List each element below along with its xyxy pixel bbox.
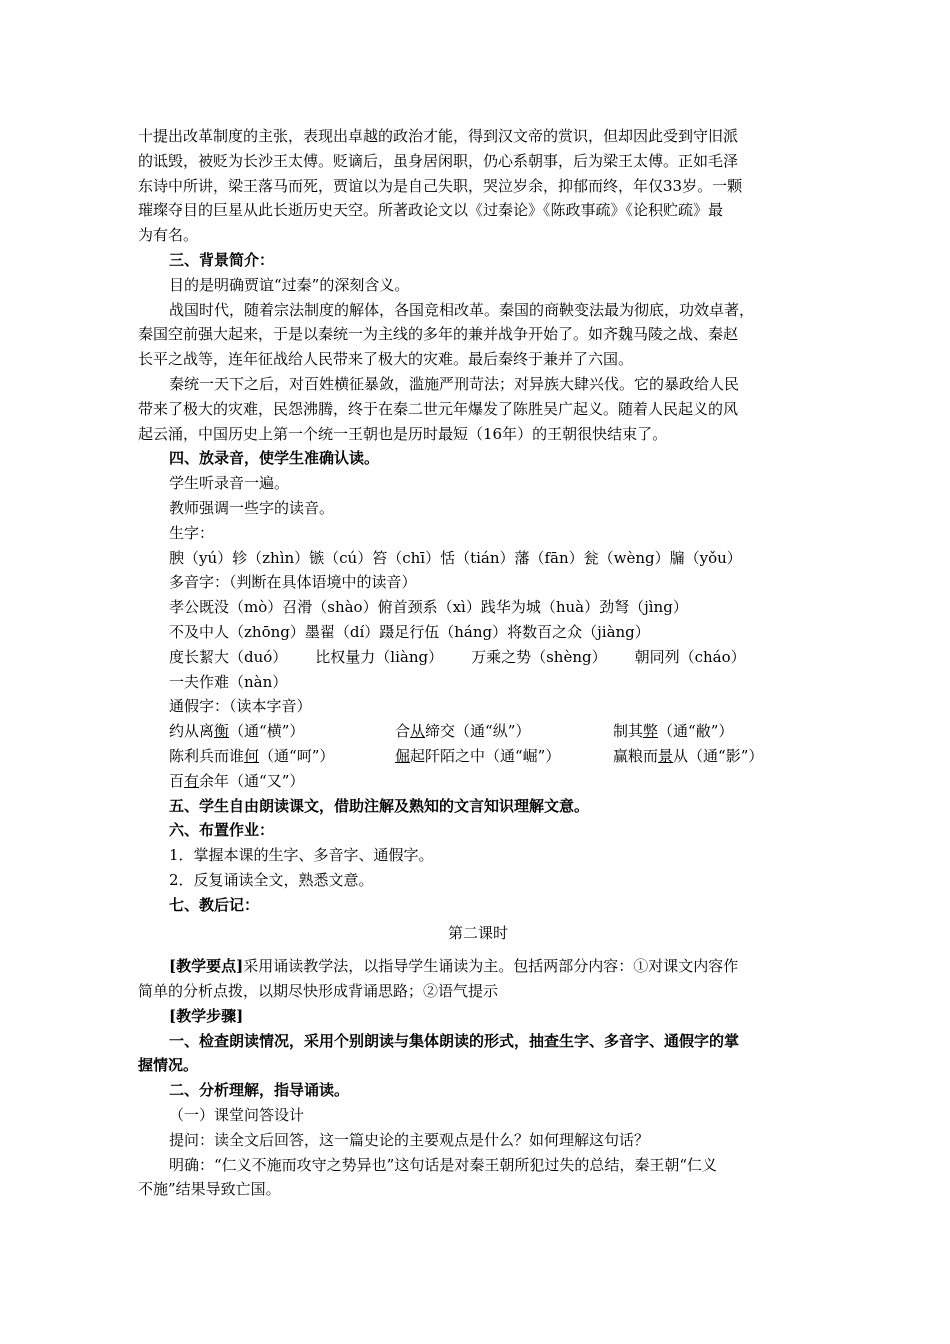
lesson2-title: 第二课时	[447, 923, 508, 942]
polyphones-line	[138, 645, 818, 670]
polyphone-item: 比权量力（liàng）	[315, 647, 444, 666]
key-points-label: [教学要点]	[169, 957, 244, 976]
intro-line: 十提出改革制度的主张，表现出卓越的政治才能，得到汉文帝的赏识，但却因此受到守旧派	[138, 127, 739, 145]
tongjia-item: 约从离衡（通“横”）	[169, 722, 305, 741]
polyphones-line: 孝公既没（mò）召滑（shào）俯首颈系（xì）践华为城（huà）劲弩（jìng）	[169, 598, 688, 617]
answer-line: 不施”结果导致亡国。	[138, 1180, 281, 1199]
polyphones-line: 一夫作难（nàn）	[169, 672, 288, 691]
tongjia-row	[138, 744, 818, 769]
tongjia-item: 赢粮而景从（通“影”）	[613, 746, 764, 765]
recording-heading: 四、放录音，使学生准确认读。	[169, 449, 380, 468]
background-paragraph-line: 长平之战等，连年征战给人民带来了极大的灾难。最后秦终于兼并了六国。	[138, 350, 634, 369]
step1-line: 握情况。	[138, 1056, 199, 1075]
polyphones-line: 不及中人（zhōng）墨翟（dí）蹑足行伍（háng）将数百之众（jiàng）	[169, 622, 650, 641]
background-purpose: 目的是明确贾谊“过秦”的深刻含义。	[169, 275, 410, 294]
polyphone-item: 万乘之势（shèng）	[471, 647, 607, 666]
section5-heading: 五、学生自由朗读课文，借助注解及熟知的文言知识理解文意。	[169, 796, 590, 815]
tongjia-item: 倔起阡陌之中（通“崛”）	[395, 746, 561, 765]
tongjia-row	[138, 719, 818, 744]
steps-label: [教学步骤]	[169, 1006, 244, 1025]
intro-line: 东诗中所讲，梁王落马而死，贾谊以为是自己失职，哭泣岁余，抑郁而终，年仅33岁。一颗	[138, 176, 743, 195]
background-heading: 三、背景简介：	[169, 250, 275, 269]
recording-line: 学生听录音一遍。	[169, 474, 290, 493]
tongjia-row	[138, 769, 818, 794]
sub-heading: （一）课堂问答设计	[169, 1106, 305, 1125]
background-paragraph-line: 起云涌，中国历史上第一个统一王朝也是历时最短（16年）的王朝很快结束了。	[138, 424, 668, 443]
tongjia-label: 通假字：（读本字音）	[169, 697, 312, 716]
polyphone-item: 朝同列（cháo）	[634, 647, 746, 666]
new-characters-label: 生字：	[169, 523, 215, 542]
homework-item: 1．掌握本课的生字、多音字、通假字。	[169, 846, 434, 865]
homework-item: 2．反复诵读全文，熟悉文意。	[169, 870, 374, 889]
new-characters-list: 腴（yú）轸（zhìn）镞（cú）笞（chī）恬（tián）藩（fān）瓮（wèng）牖（yǒu）	[169, 548, 742, 567]
background-paragraph-line: 带来了极大的灾难，民怨沸腾，终于在秦二世元年爆发了陈胜吴广起义。随着人民起义的风	[138, 399, 739, 418]
intro-line: 的诋毁，被贬为长沙王太傅。贬谪后，虽身居闲职，仍心系朝事，后为梁王太傅。正如毛泽	[138, 151, 739, 170]
polyphone-item: 度长絜大（duó）	[169, 647, 288, 666]
tongjia-item: 合从缔交（通“纵”）	[395, 722, 531, 741]
intro-line: 为有名。	[138, 226, 199, 245]
polyphones-label: 多音字：（判断在具体语境中的读音）	[169, 573, 417, 592]
section7-heading: 七、教后记：	[169, 895, 260, 914]
background-paragraph-line: 秦国空前强大起来，于是以秦统一为主线的多年的兼并战争开始了。如齐魏马陵之战、秦赵	[138, 325, 739, 344]
tongjia-item: 百有余年（通“又”）	[169, 771, 305, 790]
key-points-line: 简单的分析点拨，以期尽快形成背诵思路；②语气提示	[138, 982, 499, 1001]
intro-line: 璀璨夺目的巨星从此长逝历史天空。所著政论文以《过秦论》《陈政事疏》《论积贮疏》最	[138, 201, 724, 220]
step2-heading: 二、分析理解，指导诵读。	[169, 1081, 350, 1100]
background-paragraph-line: 战国时代，随着宗法制度的解体，各国竞相改革。秦国的商鞅变法最为彻底，功效卓著，	[169, 300, 755, 319]
tongjia-item: 制其弊（通“敝”）	[613, 722, 734, 741]
answer-line: 明确：“仁义不施而攻守之势异也”这句话是对秦王朝所犯过失的总结，秦王朝“仁义	[169, 1155, 718, 1174]
step1-line: 一、检查朗读情况，采用个别朗读与集体朗读的形式，抽查生字、多音字、通假字的掌	[169, 1031, 740, 1050]
background-paragraph-line: 秦统一天下之后，对百姓横征暴敛，滥施严刑苛法；对异族大肆兴伐。它的暴政给人民	[169, 374, 740, 393]
document-body	[138, 124, 818, 1202]
question-line: 提问：读全文后回答，这一篇史论的主要观点是什么？如何理解这句话？	[169, 1130, 650, 1149]
key-points-line: [教学要点]采用诵读教学法，以指导学生诵读为主。包括两部分内容：①对课文内容作	[169, 957, 739, 976]
recording-line: 教师强调一些字的读音。	[169, 498, 335, 517]
tongjia-item: 陈利兵而谁何（通“呵”）	[169, 746, 335, 765]
homework-heading: 六、布置作业：	[169, 821, 275, 840]
